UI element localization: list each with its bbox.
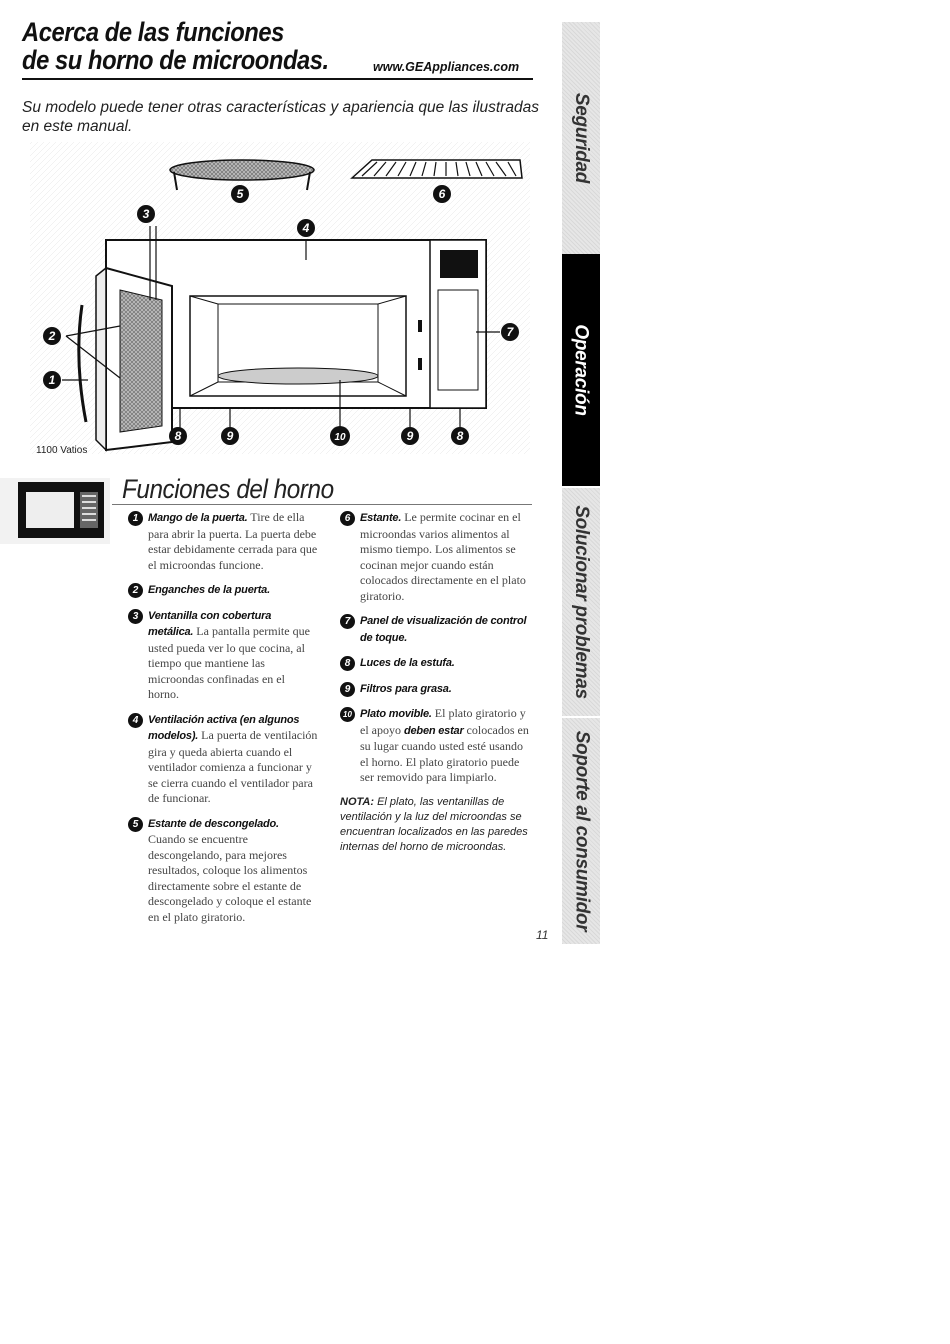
feature-description-part-a: El plato giratorio y el apoyo [360,706,526,737]
callout-9-left-label: 9 [226,429,234,443]
callout-5-label: 5 [236,187,244,201]
feature-label: Ventilación activa (en algunos modelos). [148,713,300,742]
feature-item-3 [128,608,318,703]
callout-2-label: 2 [48,329,56,343]
feature-description: La puerta de ventilación gira y queda abierta cuando el ventilador comienza a funcionar y se cierra cuando el ventilador para de funcionar. [148,728,318,805]
feature-number-badge: 9 [340,682,355,697]
features-right-column [340,510,530,855]
page-number: 11 [536,928,549,942]
feature-number-badge: 1 [128,511,143,526]
feature-number-badge: 5 [128,817,143,832]
feature-label: Enganches de la puerta. [148,584,270,596]
section-tabs [562,22,600,944]
tab-label: Seguridad [571,92,592,184]
feature-item-7 [340,613,530,646]
page-title-line1: Acerca de las funciones [22,17,284,47]
tab-label: Operación [571,324,592,416]
feature-number-badge: 10 [340,707,355,722]
callout-7-label: 7 [506,325,514,339]
feature-number-badge: 2 [128,583,143,598]
callout-8-right-label: 8 [456,429,464,443]
shelf-illustration [352,160,522,178]
features-left-column [128,510,318,934]
feature-item-4 [128,712,318,807]
heading-divider [112,504,532,505]
tab-soporte-consumidor[interactable] [562,718,600,944]
note-body: El plato, las ventanillas de ventilación y la luz del microondas se encuentran localizados en las paredes internas del horno de microondas. [340,795,528,853]
feature-description: Cuando se encuentre descongelando, para mejores resultados, coloque los alimentos directamente sobre el estante de descongelado y coloque el estante en el plato giratorio. [148,832,312,924]
tab-seguridad[interactable] [562,22,600,254]
feature-number-badge: 6 [340,511,355,526]
feature-label: Ventanilla con cobertura metálica. [148,609,272,638]
callout-8-left-label: 8 [174,429,182,443]
feature-item-8 [340,655,530,672]
feature-item-9 [340,681,530,698]
feature-item-10 [340,706,530,786]
feature-label: Filtros para grasa. [360,682,452,695]
feature-label: Mango de la puerta. [148,512,248,524]
callout-10-label: 10 [334,432,346,443]
callout-4-label: 4 [302,221,310,235]
intro-text: Su modelo puede tener otras características y apariencia que las ilustradas en este manual. [22,99,539,135]
note-label: NOTA: [340,795,375,808]
title-divider [22,78,533,80]
callout-1-label: 1 [48,373,56,387]
feature-description: Tire de ella para abrir la puerta. La puerta debe estar debidamente cerrada para que el microondas funcione. [148,510,318,572]
microwave-diagram [22,140,538,460]
feature-label: Plato movible. [360,708,432,720]
callout-6-label: 6 [438,187,446,201]
tab-solucionar-problemas[interactable] [562,488,600,716]
tab-label: Solucionar problemas [571,505,593,699]
feature-number-badge: 8 [340,656,355,671]
page-title-line2: de su horno de microondas. [22,45,329,75]
feature-item-5 [128,816,318,926]
feature-number-badge: 3 [128,609,143,624]
wattage-label: 1100 Vatios [36,445,88,456]
feature-item-6 [340,510,530,604]
tab-operacion[interactable] [562,254,600,486]
feature-description-part-b: colocados en su lugar cuando usted esté usando el horno. El plato giratorio puede ser removido para limpiarlo. [360,722,529,784]
callout-9-right-label: 9 [406,429,414,443]
feature-label: Estante. [360,512,402,524]
feature-item-1 [128,510,318,573]
feature-description: Le permite cocinar en el microondas varios alimentos al mismo tiempo. Los alimentos se cocinan mejor cuando están colocados directamente en el plato giratorio. [360,510,526,603]
feature-label: Luces de la estufa. [360,657,455,669]
features-heading: Funciones del horno [122,474,334,504]
feature-label: Estante de descongelado. [148,817,279,830]
callout-3-label: 3 [142,207,150,221]
feature-number-badge: 4 [128,713,143,728]
feature-description-emphasis: deben estar [404,724,464,737]
website-link[interactable]: www.GEAppliances.com [373,60,520,74]
feature-description: La pantalla permite que usted pueda ver lo que cocina, al tiempo que mantiene las microondas confinadas en el horno. [148,624,310,701]
feature-item-2 [128,582,318,599]
feature-number-badge: 7 [340,614,355,629]
tab-label: Soporte al consumidor [571,730,592,932]
feature-label: Panel de visualización de control de toque. [360,615,527,644]
microwave-thumbnail-icon [0,478,110,544]
note-text [340,795,530,855]
